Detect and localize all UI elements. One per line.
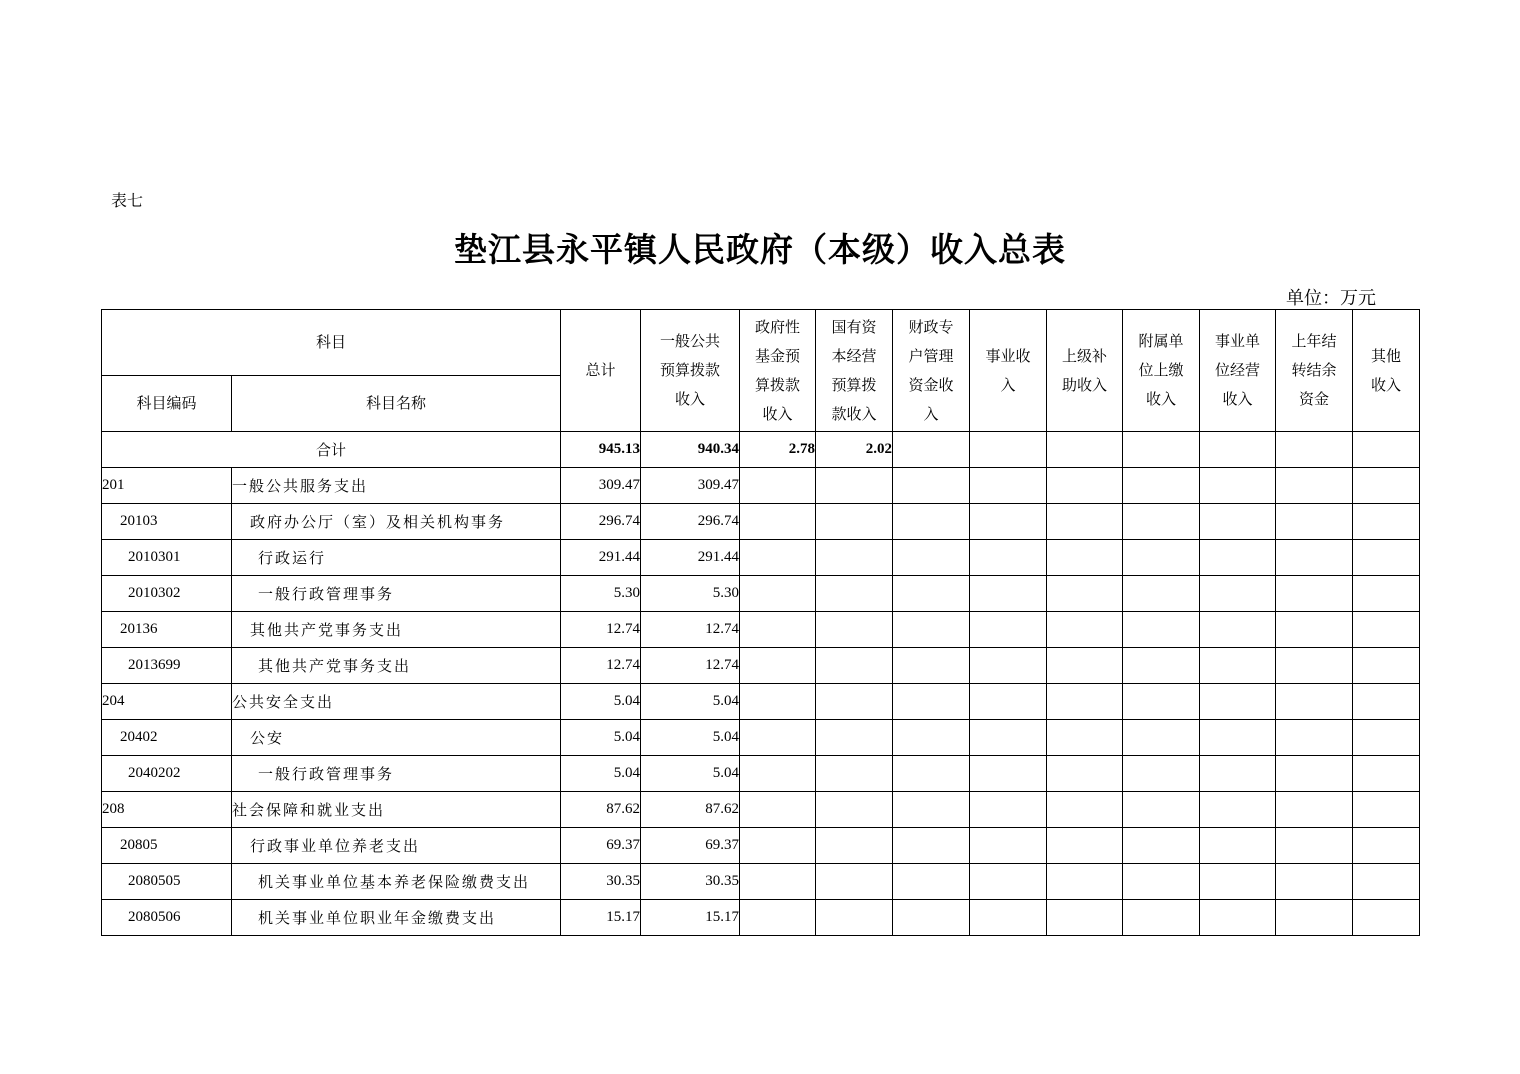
header-name: 科目名称 <box>232 376 561 432</box>
other-cell <box>1353 504 1420 540</box>
total-cell: 5.04 <box>561 756 641 792</box>
fiscal-special-cell <box>893 864 970 900</box>
other-cell <box>1353 828 1420 864</box>
business-operation-cell <box>1200 468 1276 504</box>
affiliated-cell <box>1123 864 1200 900</box>
subject-code-cell: 2040202 <box>102 756 232 792</box>
state-capital-cell <box>816 576 893 612</box>
general-budget-cell: 5.04 <box>641 720 740 756</box>
business-operation-cell <box>1200 756 1276 792</box>
affiliated-cell <box>1123 576 1200 612</box>
affiliated-cell <box>1123 684 1200 720</box>
header-affiliated: 附属单位上缴收入 <box>1123 310 1200 432</box>
other-cell <box>1353 684 1420 720</box>
table-row <box>102 864 1420 900</box>
general-budget-cell: 87.62 <box>641 792 740 828</box>
carryover-cell <box>1276 756 1353 792</box>
fiscal-special-cell <box>893 576 970 612</box>
other-cell <box>1353 756 1420 792</box>
document-title: 垫江县永平镇人民政府（本级）收入总表 <box>454 230 1066 269</box>
carryover-cell <box>1276 468 1353 504</box>
subject-name-cell: 机关事业单位基本养老保险缴费支出 <box>232 864 561 900</box>
superior-subsidy-cell <box>1047 540 1123 576</box>
superior-subsidy-cell <box>1047 864 1123 900</box>
business-income-cell <box>970 756 1047 792</box>
business-income-cell <box>970 576 1047 612</box>
carryover-cell <box>1276 504 1353 540</box>
fiscal-special-cell <box>893 504 970 540</box>
subject-code-cell: 20805 <box>102 828 232 864</box>
business-operation-cell <box>1200 828 1276 864</box>
table-number-label: 表七 <box>111 191 144 210</box>
business-operation-cell <box>1200 864 1276 900</box>
subject-code-cell: 208 <box>102 792 232 828</box>
other-cell <box>1353 900 1420 936</box>
affiliated-cell <box>1123 720 1200 756</box>
state-capital-cell <box>816 612 893 648</box>
total-cell: 945.13 <box>561 432 641 468</box>
carryover-cell <box>1276 540 1353 576</box>
state-capital-cell <box>816 792 893 828</box>
carryover-cell <box>1276 792 1353 828</box>
affiliated-cell <box>1123 828 1200 864</box>
subject-name-cell: 政府办公厅（室）及相关机构事务 <box>232 504 561 540</box>
state-capital-cell <box>816 900 893 936</box>
subject-code-cell: 20402 <box>102 720 232 756</box>
subject-name-cell: 社会保障和就业支出 <box>232 792 561 828</box>
state-capital-cell <box>816 864 893 900</box>
table-row <box>102 756 1420 792</box>
other-cell <box>1353 648 1420 684</box>
carryover-cell <box>1276 828 1353 864</box>
state-capital-cell <box>816 648 893 684</box>
header-state-capital: 国有资本经营预算拨款收入 <box>816 310 893 432</box>
total-fiscal-special-cell <box>893 432 970 468</box>
affiliated-cell <box>1123 792 1200 828</box>
total-cell: 291.44 <box>561 540 641 576</box>
business-income-cell <box>970 828 1047 864</box>
fiscal-special-cell <box>893 756 970 792</box>
total-superior-subsidy-cell <box>1047 432 1123 468</box>
subject-name-cell: 行政运行 <box>232 540 561 576</box>
fiscal-special-cell <box>893 540 970 576</box>
subject-code-cell: 20136 <box>102 612 232 648</box>
total-general-budget-cell: 940.34 <box>641 432 740 468</box>
fiscal-special-cell <box>893 828 970 864</box>
table-row <box>102 828 1420 864</box>
general-budget-cell: 5.04 <box>641 756 740 792</box>
table-row <box>102 900 1420 936</box>
business-income-cell <box>970 540 1047 576</box>
total-gov-fund-cell: 2.78 <box>740 432 816 468</box>
general-budget-cell: 69.37 <box>641 828 740 864</box>
general-budget-cell: 12.74 <box>641 612 740 648</box>
total-row <box>102 432 1420 468</box>
business-income-cell <box>970 792 1047 828</box>
total-cell: 12.74 <box>561 648 641 684</box>
superior-subsidy-cell <box>1047 648 1123 684</box>
other-cell <box>1353 576 1420 612</box>
total-cell: 5.04 <box>561 720 641 756</box>
superior-subsidy-cell <box>1047 576 1123 612</box>
table-row <box>102 468 1420 504</box>
total-cell: 5.04 <box>561 684 641 720</box>
total-business-operation-cell <box>1200 432 1276 468</box>
carryover-cell <box>1276 684 1353 720</box>
subject-name-cell: 行政事业单位养老支出 <box>232 828 561 864</box>
subject-name-cell: 一般行政管理事务 <box>232 756 561 792</box>
affiliated-cell <box>1123 612 1200 648</box>
subject-name-cell: 机关事业单位职业年金缴费支出 <box>232 900 561 936</box>
general-budget-cell: 5.30 <box>641 576 740 612</box>
header-other: 其他收入 <box>1353 310 1420 432</box>
general-budget-cell: 5.04 <box>641 684 740 720</box>
affiliated-cell <box>1123 756 1200 792</box>
gov-fund-cell <box>740 648 816 684</box>
affiliated-cell <box>1123 504 1200 540</box>
total-cell: 69.37 <box>561 828 641 864</box>
header-superior-subsidy: 上级补助收入 <box>1047 310 1123 432</box>
header-fiscal-special: 财政专户管理资金收入 <box>893 310 970 432</box>
general-budget-cell: 12.74 <box>641 648 740 684</box>
income-summary-table <box>101 309 1420 936</box>
table-row <box>102 648 1420 684</box>
carryover-cell <box>1276 612 1353 648</box>
carryover-cell <box>1276 864 1353 900</box>
total-cell: 15.17 <box>561 900 641 936</box>
superior-subsidy-cell <box>1047 828 1123 864</box>
header-subject: 科目 <box>102 310 561 376</box>
subject-name-cell: 其他共产党事务支出 <box>232 612 561 648</box>
total-label: 合计 <box>102 432 561 468</box>
subject-code-cell: 20103 <box>102 504 232 540</box>
business-operation-cell <box>1200 792 1276 828</box>
superior-subsidy-cell <box>1047 792 1123 828</box>
table-row <box>102 504 1420 540</box>
total-cell: 5.30 <box>561 576 641 612</box>
superior-subsidy-cell <box>1047 468 1123 504</box>
fiscal-special-cell <box>893 612 970 648</box>
business-income-cell <box>970 684 1047 720</box>
subject-name-cell: 公安 <box>232 720 561 756</box>
business-income-cell <box>970 468 1047 504</box>
other-cell <box>1353 540 1420 576</box>
subject-name-cell: 其他共产党事务支出 <box>232 648 561 684</box>
total-state-capital-cell: 2.02 <box>816 432 893 468</box>
table-row <box>102 576 1420 612</box>
table-row <box>102 792 1420 828</box>
business-operation-cell <box>1200 540 1276 576</box>
total-cell: 12.74 <box>561 612 641 648</box>
gov-fund-cell <box>740 864 816 900</box>
total-carryover-cell <box>1276 432 1353 468</box>
superior-subsidy-cell <box>1047 720 1123 756</box>
subject-name-cell: 一般公共服务支出 <box>232 468 561 504</box>
fiscal-special-cell <box>893 792 970 828</box>
table-header <box>102 310 1420 432</box>
subject-code-cell: 2013699 <box>102 648 232 684</box>
table-row <box>102 684 1420 720</box>
affiliated-cell <box>1123 648 1200 684</box>
superior-subsidy-cell <box>1047 504 1123 540</box>
subject-code-cell: 204 <box>102 684 232 720</box>
total-cell: 296.74 <box>561 504 641 540</box>
business-operation-cell <box>1200 612 1276 648</box>
state-capital-cell <box>816 468 893 504</box>
header-general-budget: 一般公共预算拨款收入 <box>641 310 740 432</box>
superior-subsidy-cell <box>1047 756 1123 792</box>
carryover-cell <box>1276 900 1353 936</box>
fiscal-special-cell <box>893 720 970 756</box>
state-capital-cell <box>816 540 893 576</box>
business-income-cell <box>970 648 1047 684</box>
state-capital-cell <box>816 684 893 720</box>
other-cell <box>1353 468 1420 504</box>
gov-fund-cell <box>740 468 816 504</box>
gov-fund-cell <box>740 684 816 720</box>
gov-fund-cell <box>740 504 816 540</box>
state-capital-cell <box>816 828 893 864</box>
total-other-cell <box>1353 432 1420 468</box>
business-operation-cell <box>1200 648 1276 684</box>
other-cell <box>1353 864 1420 900</box>
gov-fund-cell <box>740 540 816 576</box>
business-operation-cell <box>1200 504 1276 540</box>
business-income-cell <box>970 864 1047 900</box>
gov-fund-cell <box>740 792 816 828</box>
other-cell <box>1353 612 1420 648</box>
header-code: 科目编码 <box>102 376 232 432</box>
gov-fund-cell <box>740 828 816 864</box>
superior-subsidy-cell <box>1047 684 1123 720</box>
general-budget-cell: 296.74 <box>641 504 740 540</box>
fiscal-special-cell <box>893 648 970 684</box>
unit-label: 单位：万元 <box>1286 288 1376 309</box>
carryover-cell <box>1276 720 1353 756</box>
subject-code-cell: 201 <box>102 468 232 504</box>
header-business-operation: 事业单位经营收入 <box>1200 310 1276 432</box>
header-business-income: 事业收入 <box>970 310 1047 432</box>
state-capital-cell <box>816 720 893 756</box>
general-budget-cell: 309.47 <box>641 468 740 504</box>
state-capital-cell <box>816 504 893 540</box>
total-business-income-cell <box>970 432 1047 468</box>
subject-name-cell: 一般行政管理事务 <box>232 576 561 612</box>
business-operation-cell <box>1200 900 1276 936</box>
gov-fund-cell <box>740 720 816 756</box>
general-budget-cell: 291.44 <box>641 540 740 576</box>
business-operation-cell <box>1200 720 1276 756</box>
gov-fund-cell <box>740 576 816 612</box>
affiliated-cell <box>1123 900 1200 936</box>
table-row <box>102 720 1420 756</box>
business-operation-cell <box>1200 684 1276 720</box>
header-carryover: 上年结转结余资金 <box>1276 310 1353 432</box>
business-operation-cell <box>1200 576 1276 612</box>
other-cell <box>1353 792 1420 828</box>
state-capital-cell <box>816 756 893 792</box>
subject-code-cell: 2010301 <box>102 540 232 576</box>
total-cell: 30.35 <box>561 864 641 900</box>
table-row <box>102 612 1420 648</box>
subject-code-cell: 2010302 <box>102 576 232 612</box>
other-cell <box>1353 720 1420 756</box>
fiscal-special-cell <box>893 684 970 720</box>
subject-code-cell: 2080505 <box>102 864 232 900</box>
business-income-cell <box>970 612 1047 648</box>
total-cell: 87.62 <box>561 792 641 828</box>
gov-fund-cell <box>740 612 816 648</box>
header-total: 总计 <box>561 310 641 432</box>
affiliated-cell <box>1123 468 1200 504</box>
table-body <box>102 432 1420 936</box>
affiliated-cell <box>1123 540 1200 576</box>
carryover-cell <box>1276 648 1353 684</box>
subject-code-cell: 2080506 <box>102 900 232 936</box>
general-budget-cell: 30.35 <box>641 864 740 900</box>
business-income-cell <box>970 900 1047 936</box>
fiscal-special-cell <box>893 468 970 504</box>
superior-subsidy-cell <box>1047 612 1123 648</box>
general-budget-cell: 15.17 <box>641 900 740 936</box>
subject-name-cell: 公共安全支出 <box>232 684 561 720</box>
business-income-cell <box>970 504 1047 540</box>
header-gov-fund: 政府性基金预算拨款收入 <box>740 310 816 432</box>
gov-fund-cell <box>740 900 816 936</box>
superior-subsidy-cell <box>1047 900 1123 936</box>
gov-fund-cell <box>740 756 816 792</box>
fiscal-special-cell <box>893 900 970 936</box>
total-affiliated-cell <box>1123 432 1200 468</box>
table-row <box>102 540 1420 576</box>
carryover-cell <box>1276 576 1353 612</box>
total-cell: 309.47 <box>561 468 641 504</box>
business-income-cell <box>970 720 1047 756</box>
